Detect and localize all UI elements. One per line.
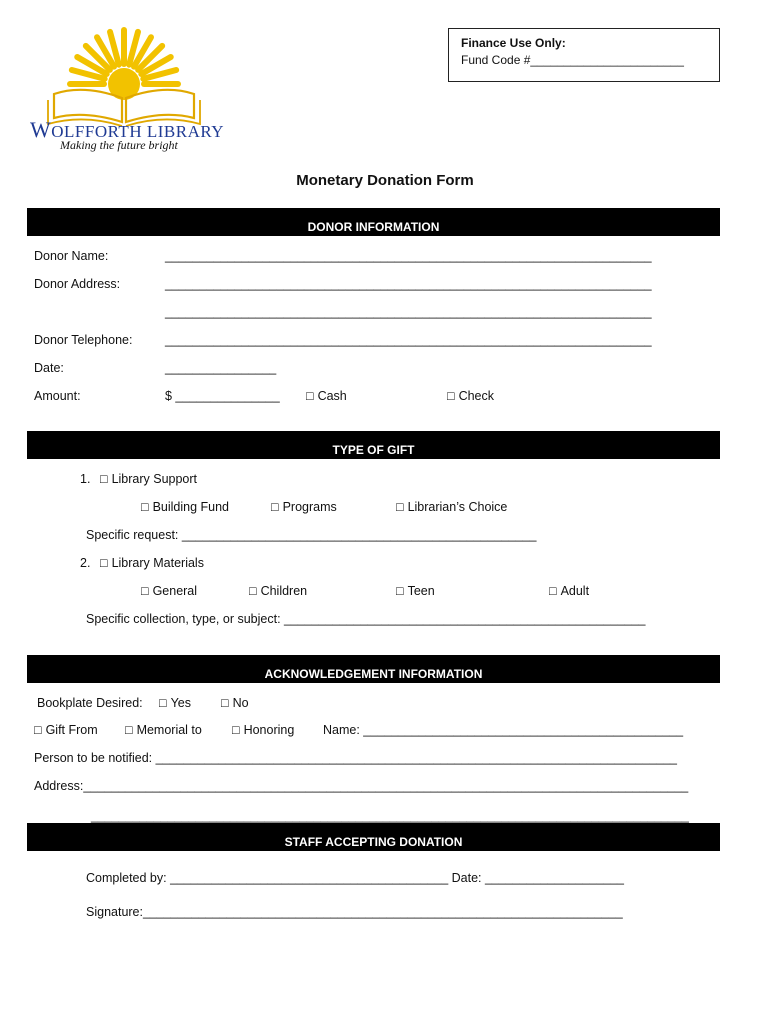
honoring-checkbox[interactable]: □ Honoring	[232, 723, 294, 737]
check-checkbox[interactable]: □ Check	[447, 389, 494, 403]
donor-address-field-1[interactable]: ______________________________________________________________________	[165, 277, 652, 291]
finance-use-box	[448, 28, 720, 82]
library-tagline: Making the future bright	[60, 138, 178, 152]
library-materials-checkbox[interactable]: □ Library Materials	[100, 556, 204, 570]
honoree-name-field[interactable]: Name: ______________________________________________	[323, 723, 684, 737]
specific-collection-field[interactable]: Specific collection, type, or subject: ____________________________________________________	[86, 612, 646, 626]
library-materials-number: 2.	[80, 556, 91, 570]
completed-by-field[interactable]: Completed by: ________________________________________ Date: ____________________	[86, 871, 625, 885]
library-support-number: 1.	[80, 472, 91, 486]
gift-from-checkbox[interactable]: □ Gift From	[34, 723, 98, 737]
bookplate-yes-checkbox[interactable]: □ Yes	[159, 696, 191, 710]
donor-telephone-label: Donor Telephone:	[34, 333, 133, 347]
library-support-checkbox[interactable]: □ Library Support	[100, 472, 197, 486]
library-name-initial: W	[30, 117, 52, 142]
type-of-gift-header: TYPE OF GIFT	[27, 431, 720, 459]
date-label: Date:	[34, 361, 64, 375]
ack-address-field[interactable]: Address:_______________________________________________________________________________________	[34, 779, 689, 793]
bookplate-no-checkbox[interactable]: □ No	[221, 696, 249, 710]
general-checkbox[interactable]: □ General	[141, 584, 197, 598]
programs-checkbox[interactable]: □ Programs	[271, 500, 337, 514]
donor-info-header: DONOR INFORMATION	[27, 208, 720, 236]
form-title: Monetary Donation Form	[296, 172, 474, 189]
staff-header: STAFF ACCEPTING DONATION	[27, 823, 720, 851]
acknowledgement-header: ACKNOWLEDGEMENT INFORMATION	[27, 655, 720, 683]
specific-request-field[interactable]: Specific request: ___________________________________________________	[86, 528, 537, 542]
finance-title: Finance Use Only:	[461, 36, 566, 50]
librarians-choice-checkbox[interactable]: □ Librarian’s Choice	[396, 500, 507, 514]
bookplate-label: Bookplate Desired:	[37, 696, 143, 710]
memorial-to-checkbox[interactable]: □ Memorial to	[125, 723, 202, 737]
donor-name-label: Donor Name:	[34, 249, 109, 263]
teen-checkbox[interactable]: □ Teen	[396, 584, 435, 598]
donor-telephone-field[interactable]: ______________________________________________________________________	[165, 333, 652, 347]
donor-name-field[interactable]: ______________________________________________________________________	[165, 249, 652, 263]
amount-field[interactable]: $ _______________	[165, 389, 280, 403]
donor-address-field-2[interactable]: ______________________________________________________________________	[165, 305, 652, 319]
children-checkbox[interactable]: □ Children	[249, 584, 307, 598]
fund-code-field[interactable]: Fund Code #_______________________	[461, 53, 684, 67]
date-field[interactable]: ________________	[165, 361, 277, 375]
amount-label: Amount:	[34, 389, 81, 403]
donor-address-label: Donor Address:	[34, 277, 121, 291]
person-notified-field[interactable]: Person to be notified: ___________________________________________________________________________	[34, 751, 677, 765]
ack-address-field-2[interactable]: ______________________________________________________________________________________	[91, 809, 689, 823]
cash-checkbox[interactable]: □ Cash	[306, 389, 347, 403]
library-name-rest: OLFFORTH LIBRARY	[51, 122, 225, 141]
adult-checkbox[interactable]: □ Adult	[549, 584, 589, 598]
building-fund-checkbox[interactable]: □ Building Fund	[141, 500, 229, 514]
signature-field[interactable]: Signature:_____________________________________________________________________	[86, 905, 623, 919]
